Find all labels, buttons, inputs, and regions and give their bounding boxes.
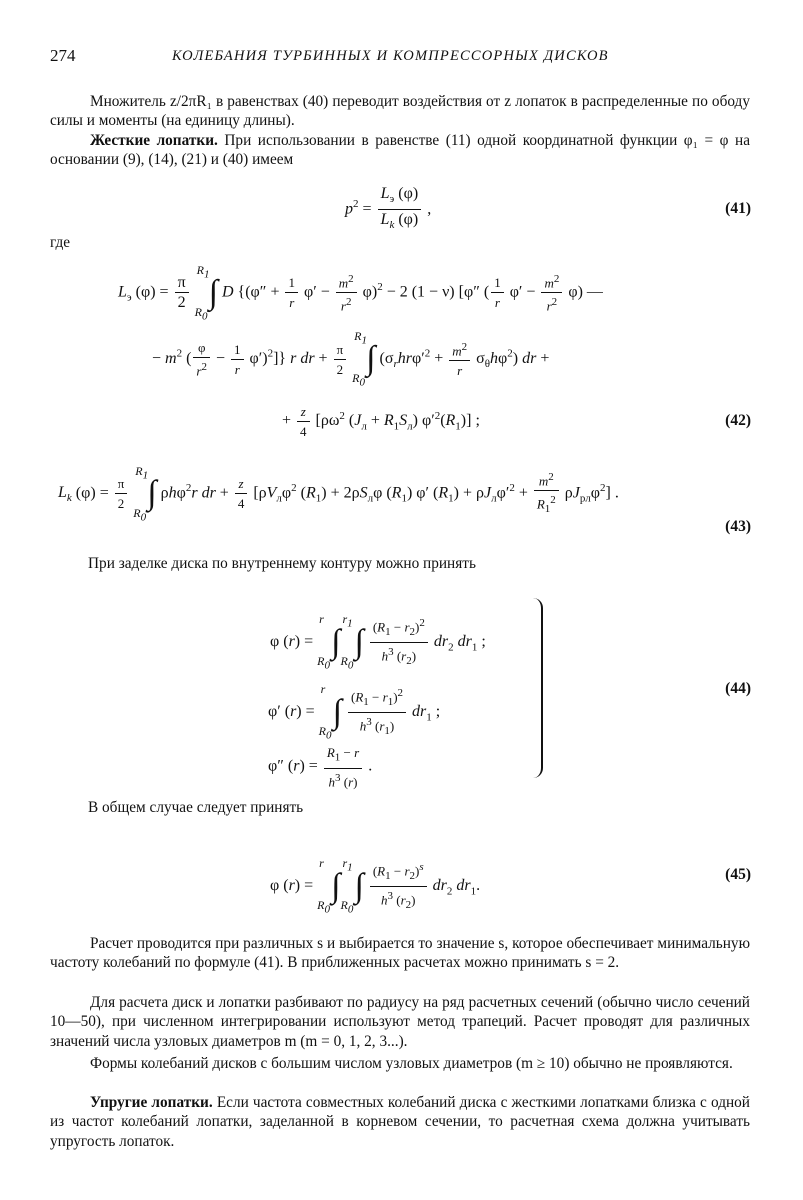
equation-41: $p^2$ = $\frac{L_э (\varphi)}{L_k (\varphi)}$ , — [345, 185, 432, 232]
equation-41-number: (41) — [725, 200, 751, 217]
equation-42-line-1: $L_э$ (φ) = $\frac{\pi}{2}$ $R_1$ $R_0$ ∫ D {(φ″ + $\frac{1}{r}$ φ′ − $\frac{m^2}{r^2}$ φ)$^2$ − 2 (1 − ν) [φ″ ( $\frac{1}{r}$ φ′ − $\frac{m^2}{r^2}$ φ) — — [118, 262, 603, 323]
rigid-blades-heading: Жесткие лопатки. — [90, 132, 218, 149]
equation-42-number: (42) — [725, 412, 751, 429]
paragraph-general-case: В общем случае следует принять — [88, 799, 304, 816]
page-number: 274 — [50, 46, 76, 65]
paragraph-elastic-blades — [50, 1093, 750, 1151]
paragraph-clamping: При заделке диска по внутреннему контуру можно принять — [88, 555, 476, 572]
elastic-blades-heading: Упругие лопатки. — [90, 1094, 213, 1111]
paragraph-calculation: Расчет проводится при различных s и выбирается то значение s, которое обеспечивает минимальную частоту колебаний по формуле (41). В приближенных расчетах можно принимать s = 2. — [50, 935, 750, 972]
running-title: КОЛЕБАНИЯ ТУРБИННЫХ И КОМПРЕССОРНЫХ ДИСКОВ — [172, 48, 609, 64]
equation-44-line-2: φ′ (r) = r $R_0$ ∫ $\frac{(R_1 - r_1)^2}{h^3 (r_1)}$ $dr_1$ ; — [268, 682, 441, 742]
equation-44-line-1: φ (r) = r $R_0$ ∫ $r_1$ $R_0$ ∫ $\frac{(R_1 - r_2)^2}{h^3 (r_2)}$ $dr_2$ $dr_1$ ; — [270, 612, 486, 672]
word-where: где — [50, 234, 71, 251]
paragraph-sections: Для расчета диск и лопатки разбивают по радиусу на ряд расчетных сечений (обычно число сечений 10—50), при численном интегрировании используют метод трапеций. Расчет проводят для различных значений числа узловых диаметров m (m = 0, 1, 2, 3...). — [50, 994, 750, 1050]
elastic-blades-text: Если частота совместных колебаний диска с жесткими лопатками близка с одной из частот колебаний лопатки, заделанной в корневом сечении, то расчетная схема должна учитывать упругость лопаток. — [50, 1094, 750, 1150]
rigid-blades-text: При использовании в равенстве (11) одной координатной функции φ₁ = φ на основании (9), (14), (21) и (40) имеем — [50, 132, 750, 169]
paragraph-multiplier: Множитель z/2πR₁ в равенствах (40) переводит воздействия от z лопаток в распределенные по ободу силы и моменты (на единицу длины). — [50, 93, 750, 130]
equation-42-line-2: − $m^2$ ( $\frac{\varphi}{r^2}$ − $\frac{1}{r}$ φ′)$^2$]} r dr + $\frac{\pi}{2}$ $R_1$ $R_0$ ∫ ($\sigma_rhr\varphi'^2$ + $\frac{m^2}{r}$ $\sigma_\theta h\varphi^2$) dr + — [152, 329, 550, 389]
equation-45-number: (45) — [725, 866, 751, 883]
equation-44-line-3: φ″ (r) = $\frac{R_1 - r}{h^3 (r)}$ . — [268, 745, 373, 789]
paragraph-rigid-blades — [50, 131, 750, 170]
equation-44-brace — [527, 598, 543, 778]
equation-43-number: (43) — [725, 518, 751, 535]
equation-42-line-3: + $\frac{z}{4}$ [$\rho\omega^2$ $(J_л + R_1S_л)$ $\varphi'^2(R_1)$] ; — [282, 404, 480, 439]
equation-45: φ (r) = r $R_0$ ∫ $r_1$ $R_0$ ∫ $\frac{(R_1 - r_2)^s}{h^3 (r_2)}$ $dr_2$ $dr_1$. — [270, 856, 481, 916]
paragraph-modes: Формы колебаний дисков с большим числом узловых диаметров (m ≥ 10) обычно не проявляются. — [90, 1055, 733, 1072]
equation-43: $L_k$ (φ) = $\frac{\pi}{2}$ $R_1$ $R_0$ ∫ ρhφ$^2$r dr + $\frac{z}{4}$ [$\rho V_л\varphi^2$ $(R_1) + 2\rho S_л\varphi$ $(R_1)$ φ′ $(R_1) + \rho J_л\varphi'^2$ + $\frac{m^2}{R_1^2}$ $\rho J_{рл}\varphi^2$] . — [58, 463, 619, 524]
equation-44-number: (44) — [725, 680, 751, 697]
